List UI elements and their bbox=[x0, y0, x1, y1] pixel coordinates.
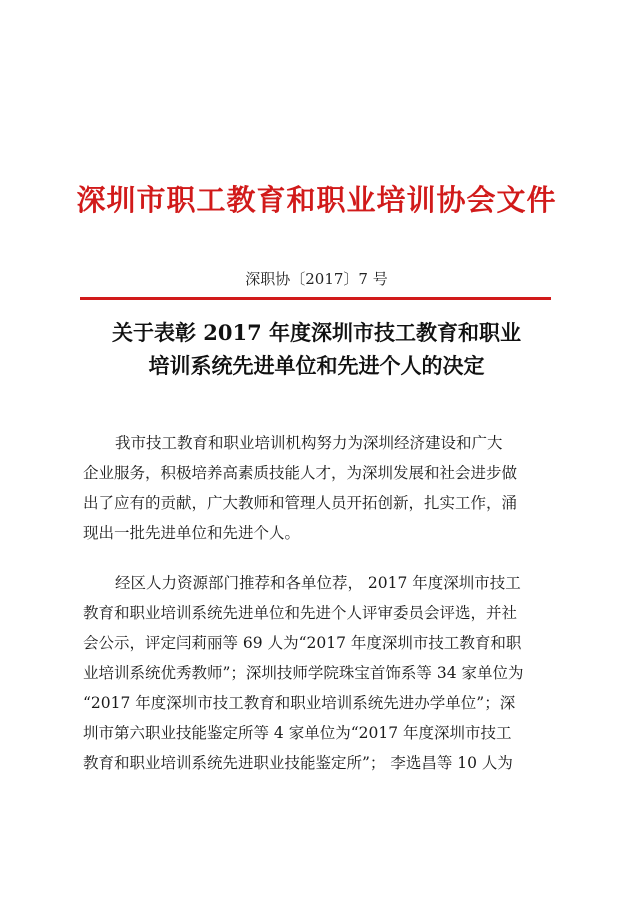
document-title bbox=[0, 316, 633, 382]
paragraph-line: 我市技工教育和职业培训机构努力为深圳经济建设和广大 bbox=[115, 434, 503, 452]
paragraph-1 bbox=[83, 428, 553, 548]
paragraph-line: 业培训系统优秀教师”；深圳技师学院珠宝首饰系等 34 家单位为 bbox=[83, 664, 524, 682]
document-body bbox=[83, 428, 553, 778]
paragraph-line: 教育和职业培训系统先进单位和先进个人评审委员会评选，并社 bbox=[83, 604, 518, 622]
title-line-2: 培训系统先进单位和先进个人的决定 bbox=[148, 353, 485, 378]
title-line-1: 关于表彰 2017 年度深圳市技工教育和职业 bbox=[111, 320, 522, 345]
paragraph-line: 会公示，评定闫莉丽等 69 人为“2017 年度深圳市技工教育和职 bbox=[83, 634, 522, 652]
red-divider-line bbox=[80, 297, 551, 300]
document-number: 深职协〔2017〕7 号 bbox=[245, 270, 388, 288]
paragraph-line: 经区人力资源部门推荐和各单位荐， 2017 年度深圳市技工 bbox=[115, 574, 521, 592]
paragraph-line: 企业服务，积极培养高素质技能人才，为深圳发展和社会进步做 bbox=[83, 464, 518, 482]
paragraph-line: 教育和职业培训系统先进职业技能鉴定所”； 李选昌等 10 人为 bbox=[83, 754, 513, 772]
paragraph-2 bbox=[83, 568, 553, 778]
paragraph-line: 现出一批先进单位和先进个人。 bbox=[83, 524, 301, 542]
paragraph-line: 出了应有的贡献，广大教师和管理人员开拓创新，扎实工作，涌 bbox=[83, 494, 518, 512]
masthead-title: 深圳市职工教育和职业培训协会文件 bbox=[76, 183, 557, 217]
paragraph-line: 圳市第六职业技能鉴定所等 4 家单位为“2017 年度深圳市技工 bbox=[83, 724, 512, 742]
paragraph-spacer bbox=[83, 548, 553, 568]
paragraph-line: “2017 年度深圳市技工教育和职业培训系统先进办学单位”；深 bbox=[83, 694, 516, 712]
